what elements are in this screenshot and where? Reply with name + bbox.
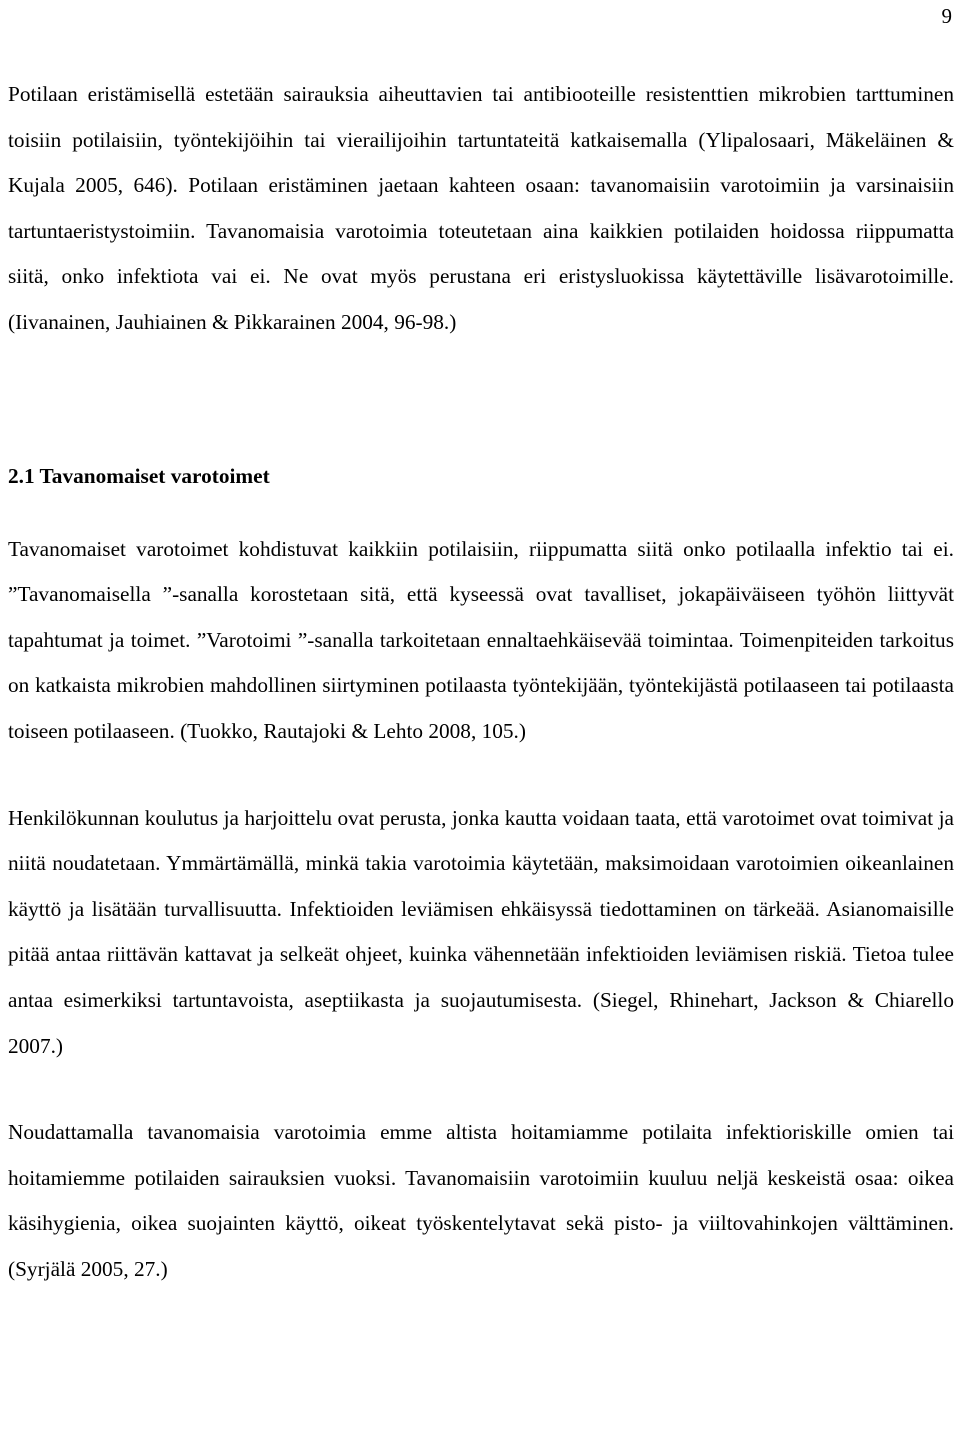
paragraph-intro: Potilaan eristämisellä estetään sairauksia aiheuttavien tai antibiooteille resistenttien mikrobien tarttuminen toisiin potilaisiin, työntekijöihin tai vierailijoihin tartuntateitä katkaisemalla (Ylipalosaari, Mäkeläinen & Kujala 2005, 646). Potilaan eristäminen jaetaan kahteen osaan: tavanomaisiin varotoimiin ja varsinaisiin tartuntaeristystoimiin. Tavanomaisia varotoimia toteutetaan aina kaikkien potilaiden hoidossa riippumatta siitä, onko infektiota vai ei. Ne ovat myös perustana eri eristysluokissa käytettäville lisävarotoimille. (Iivanainen, Jauhiainen & Pikkarainen 2004, 96-98.) [8, 82, 954, 334]
paragraph-training: Henkilökunnan koulutus ja harjoittelu ovat perusta, jonka kautta voidaan taata, että varotoimet ovat toimivat ja niitä noudatetaan. Ymmärtämällä, minkä takia varotoimia käytetään, maksimoidaan varotoimien oikeanlainen käyttö ja lisätään turvallisuutta. Infektioiden leviämisen ehkäisyssä tiedottaminen on tärkeää. Asianomaisille pitää antaa riittävän kattavat ja selkeät ohjeet, kuinka vähennetään infektioiden leviämisen riskiä. Tietoa tulee antaa esimerkiksi tartuntavoista, aseptiikasta ja suojautumisesta. (Siegel, Rhinehart, Jackson & Chiarello 2007.) [8, 805, 954, 1058]
paragraph-components: Noudattamalla tavanomaisia varotoimia emme altista hoitamiamme potilaita infektioriskille omien tai hoitamiemme potilaiden sairauksien vuoksi. Tavanomaisiin varotoimiin kuuluu neljä keskeistä osaa: oikea käsihygienia, oikea suojainten käyttö, oikeat työskentelytavat sekä pisto- ja viiltovahinkojen välttäminen. (Syrjälä 2005, 27.) [8, 1120, 954, 1281]
section-heading: 2.1 Tavanomaiset varotoimet [8, 463, 270, 488]
paragraph-definition: Tavanomaiset varotoimet kohdistuvat kaikkiin potilaisiin, riippumatta siitä onko potilaalla infektio tai ei. ”Tavanomaisella ”-sanalla korostetaan sitä, että kyseessä ovat tavalliset, jokapäiväiseen työhön liittyvät tapahtumat ja toimet. ”Varotoimi ”-sanalla tarkoitetaan ennaltaehkäisevää toimintaa. Toimenpiteiden tarkoitus on katkaista mikrobien mahdollinen siirtyminen potilaasta työntekijään, työntekijästä potilaaseen tai potilaasta toiseen potilaaseen. (Tuokko, Rautajoki & Lehto 2008, 105.) [8, 536, 954, 743]
page-number: 9 [941, 4, 952, 28]
document-body [8, 72, 954, 1292]
